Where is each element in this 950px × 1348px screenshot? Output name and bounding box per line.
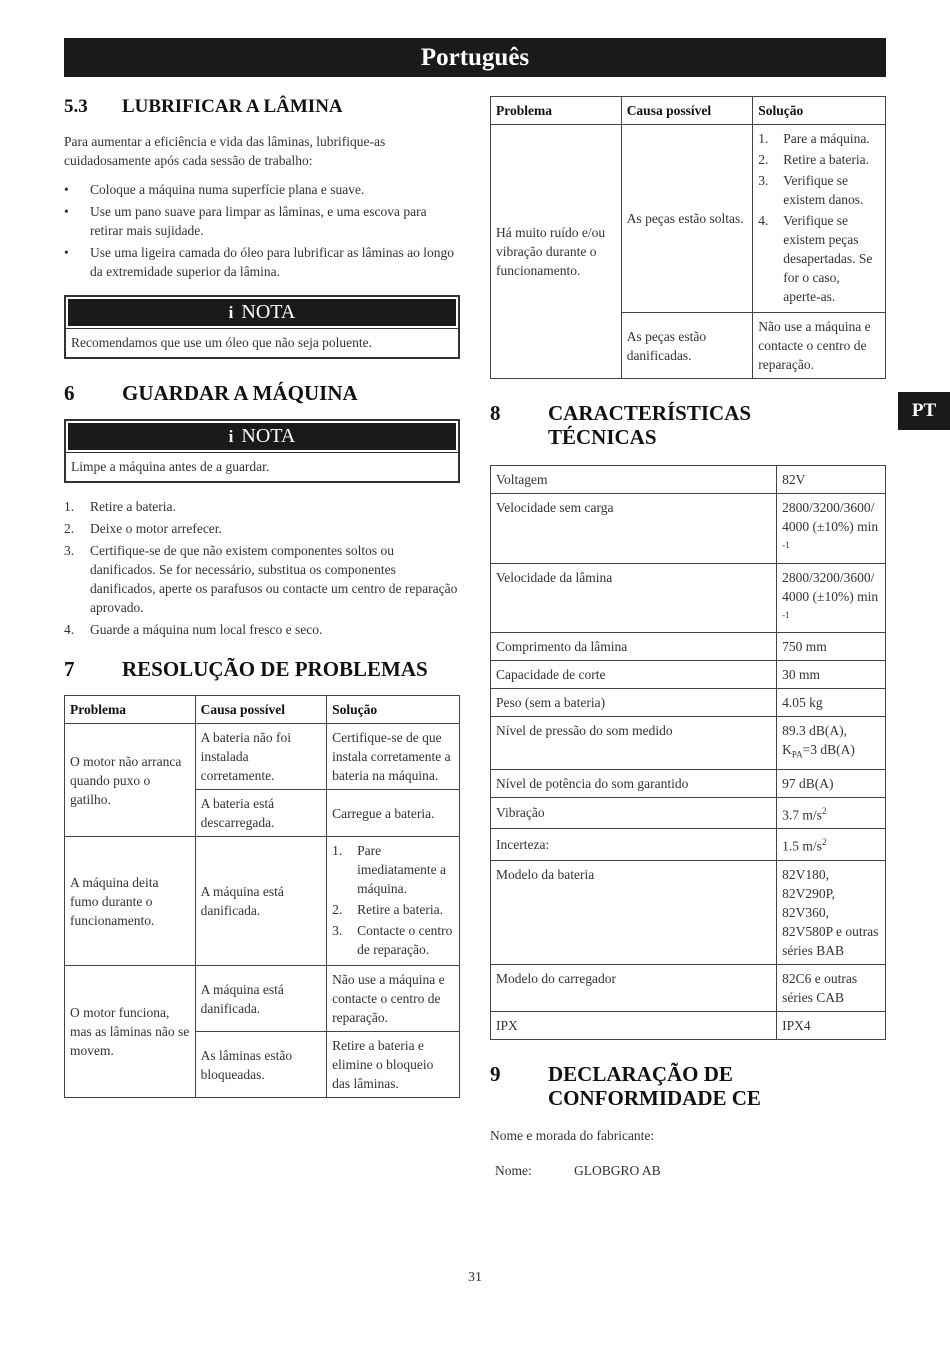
- header-cause: Causa possível: [621, 97, 753, 125]
- solution-steps: [332, 841, 454, 959]
- note-label: NOTA: [241, 425, 296, 447]
- table-row: [491, 633, 886, 661]
- spec-label: Capacidade de corte: [491, 661, 777, 689]
- solution-cell: Não use a máquina e contacte o centro de reparação.: [327, 966, 460, 1032]
- section-number: 9: [490, 1061, 501, 1086]
- list-item: 1. Pare a máquina.: [758, 131, 870, 146]
- table-row: [65, 837, 460, 966]
- section-number: 5.3: [64, 96, 88, 117]
- list-item: • Use um pano suave para limpar as lâminas, e uma escova para retirar mais sujidade.: [64, 204, 427, 238]
- note-text: Recomendamos que use um óleo que não seja poluente.: [66, 328, 458, 357]
- table-row: [491, 769, 886, 797]
- spec-label: Modelo da bateria: [491, 860, 777, 964]
- table-header-row: [491, 97, 886, 125]
- page-language-banner: Português: [64, 38, 886, 77]
- solution-steps: [758, 129, 880, 306]
- spec-label: Peso (sem a bateria): [491, 689, 777, 717]
- problem-cell: A máquina deita fumo durante o funcionamento.: [65, 837, 196, 966]
- name-label: Nome:: [495, 1162, 532, 1178]
- list-item: • Coloque a máquina numa superfície plana e suave.: [64, 182, 365, 197]
- table-row: [65, 966, 460, 1032]
- table-row: [491, 661, 886, 689]
- section-5-3-intro: Para aumentar a eficiência e vida das lâminas, lubrifique-as cuidadosamente após cada sessão de trabalho:: [64, 134, 386, 168]
- list-item: 1. Retire a bateria.: [64, 499, 176, 514]
- problem-cell: O motor não arranca quando puxo o gatilho.: [65, 724, 196, 837]
- right-column: [490, 96, 886, 1180]
- list-item: 2. Retire a bateria.: [332, 902, 443, 917]
- section-title: LUBRIFICAR A LÂMINA: [122, 96, 343, 117]
- table-row: [491, 563, 886, 633]
- section-5-3-heading: [64, 94, 460, 120]
- section-8-heading: [490, 401, 886, 449]
- table-row: [491, 689, 886, 717]
- spec-value: 3.7 $m/s^2$: [777, 797, 886, 829]
- header-problem: Problema: [491, 97, 622, 125]
- header-cause: Causa possível: [195, 696, 327, 724]
- spec-label: Incerteza:: [491, 829, 777, 861]
- name-value: GLOBGRO AB: [574, 1162, 661, 1178]
- table-row: [491, 829, 886, 861]
- spec-value: 89.3 dB(A), $K_{PA}=3$ dB(A): [777, 717, 886, 770]
- cause-cell: A bateria não foi instalada corretamente.: [195, 724, 327, 790]
- spec-label: Velocidade sem carga: [491, 494, 777, 564]
- spec-value: 30 mm: [777, 661, 886, 689]
- troubleshooting-table: [64, 695, 460, 1098]
- table-row: [65, 724, 460, 790]
- section-number: 8: [490, 401, 501, 425]
- cause-cell: A máquina está danificada.: [195, 966, 327, 1032]
- note-label: NOTA: [241, 301, 296, 323]
- left-column: [64, 92, 460, 1098]
- section-9-heading: [490, 1062, 886, 1110]
- table-header-row: [65, 696, 460, 724]
- header-solution: Solução: [753, 97, 886, 125]
- solution-cell: Certifique-se de que instala corretamente a bateria na máquina.: [327, 724, 460, 790]
- spec-value: 1.5 $m/s^2$: [777, 829, 886, 861]
- note-text: Limpe a máquina antes de a guardar.: [66, 452, 458, 481]
- note-box-storage: [64, 419, 460, 483]
- section-7-heading: [64, 657, 460, 681]
- table-row: [491, 125, 886, 313]
- spec-value: 4.05 kg: [777, 689, 886, 717]
- solution-cell: Carregue a bateria.: [327, 790, 460, 837]
- manufacturer-name-row: [490, 1161, 886, 1180]
- table-row: [491, 1011, 886, 1039]
- table-row: [491, 964, 886, 1011]
- cause-cell: A máquina está danificada.: [195, 837, 327, 966]
- list-item: 4. Guarde a máquina num local fresco e seco.: [64, 622, 323, 637]
- spec-value: 2800/3200/3600/4000 (±10%) $\min^{-1}$: [777, 563, 886, 633]
- cause-cell: As lâminas estão bloqueadas.: [195, 1032, 327, 1098]
- table-row: [491, 494, 886, 564]
- section-title: RESOLUÇÃO DE PROBLEMAS: [122, 657, 428, 681]
- manufacturer-intro: Nome e morada do fabricante:: [490, 1127, 655, 1143]
- section-number: 7: [64, 657, 75, 681]
- header-solution: Solução: [327, 696, 460, 724]
- header-problem: Problema: [65, 696, 196, 724]
- spec-label: Comprimento da lâmina: [491, 633, 777, 661]
- list-item: 1. Pare imediatamente a máquina.: [332, 843, 446, 896]
- problem-cell: O motor funciona, mas as lâminas não se movem.: [65, 966, 196, 1098]
- spec-value: 82V: [777, 466, 886, 494]
- info-icon: i: [228, 303, 234, 322]
- section-number: 6: [64, 381, 75, 405]
- list-item: 2. Retire a bateria.: [758, 152, 870, 167]
- table-row: [491, 860, 886, 964]
- spec-label: Velocidade da lâmina: [491, 563, 777, 633]
- section-title: GUARDAR A MÁQUINA: [122, 381, 358, 405]
- solution-cell: Retire a bateria e elimine o bloqueio das lâminas.: [327, 1032, 460, 1098]
- spec-value: 82C6 e outras séries CAB: [777, 964, 886, 1011]
- list-item: 2. Deixe o motor arrefecer.: [64, 521, 222, 536]
- table-row: [491, 797, 886, 829]
- note-header: [68, 299, 456, 326]
- spec-label: Voltagem: [491, 466, 777, 494]
- list-item: 3. Certifique-se de que não existem componentes soltos ou danificados. Se for necessário, substitua os componentes danificados, aperte os parafusos ou contacte um centro de reparação aprovado.: [64, 543, 458, 615]
- section-title: DECLARAÇÃO DE CONFORMIDADE CE: [548, 1061, 761, 1110]
- spec-value: 82V180, 82V290P, 82V360, 82V580P e outras séries BAB: [777, 860, 886, 964]
- note-box-lubricate: [64, 295, 460, 359]
- solution-cell: Não use a máquina e contacte o centro de reparação.: [753, 313, 886, 379]
- spec-label: IPX: [491, 1011, 777, 1039]
- cause-cell: As peças estão danificadas.: [621, 313, 753, 379]
- table-row: [491, 717, 886, 770]
- section-6-heading: [64, 381, 460, 405]
- cause-cell: As peças estão soltas.: [621, 125, 753, 313]
- solution-cell: [327, 837, 460, 966]
- spec-label: Nível de potência do som garantido: [491, 769, 777, 797]
- section-title: CARACTERÍSTICAS TÉCNICAS: [548, 401, 752, 449]
- spec-value: IPX4: [777, 1011, 886, 1039]
- list-item: 3. Contacte o centro de reparação.: [332, 923, 453, 957]
- spec-label: Vibração: [491, 797, 777, 829]
- table-row: [491, 466, 886, 494]
- note-header: [68, 423, 456, 450]
- info-icon: i: [228, 427, 234, 446]
- storage-steps: [64, 497, 460, 639]
- problem-cell: Há muito ruído e/ou vibração durante o funcionamento.: [491, 125, 622, 379]
- cause-cell: A bateria está descarregada.: [195, 790, 327, 837]
- list-item: 4. Verifique se existem peças desapertadas. Se for o caso, aperte-as.: [758, 213, 873, 304]
- spec-label: Nível de pressão do som medido: [491, 717, 777, 770]
- spec-value: 97 dB(A): [777, 769, 886, 797]
- troubleshooting-table-continued: [490, 96, 886, 379]
- technical-specs-table: [490, 465, 886, 1040]
- list-item: • Use uma ligeira camada do óleo para lubrificar as lâminas ao longo da extremidade superior da lâmina.: [64, 245, 454, 279]
- list-item: 3. Verifique se existem danos.: [758, 173, 864, 207]
- spec-value: 2800/3200/3600/4000 (±10%) $\min^{-1}$: [777, 494, 886, 564]
- solution-cell: [753, 125, 886, 313]
- lubrication-bullets: [64, 180, 460, 281]
- spec-value: 750 mm: [777, 633, 886, 661]
- page-number: 31: [468, 1270, 482, 1285]
- spec-label: Modelo do carregador: [491, 964, 777, 1011]
- language-side-tab: PT: [898, 392, 950, 430]
